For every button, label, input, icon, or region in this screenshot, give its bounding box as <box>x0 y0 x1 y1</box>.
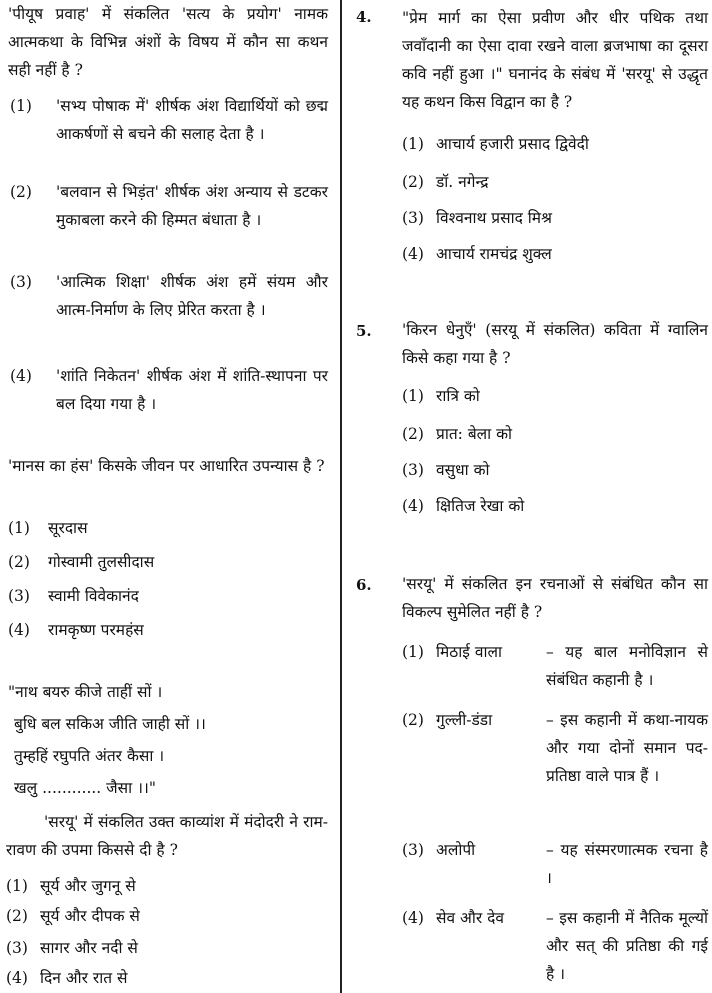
question-4-option-4[interactable]: (4) आचार्य रामचंद्र शुक्ल <box>402 245 552 263</box>
question-3-stem: 'पीयूष प्रवाह' में संकलित 'सत्य के प्रयोग' नामक आत्मकथा के विभिन्न अंशों के विषय में कौन सा कथन सही नहीं है ? <box>8 5 328 79</box>
question-4-option-3[interactable]: (3) विश्वनाथ प्रसाद मिश्र <box>402 209 553 227</box>
question-6-option-4[interactable]: (4) सेव और देव – इस कहानी में नैतिक मूल्यों और सत् की प्रतिष्ठा की गई है । <box>402 909 708 983</box>
question-3-option-2[interactable]: (2) 'बलवान से भिड़ंत' शीर्षक अंश अन्याय से डटकर मुकाबला करने की हिम्मत बंधाता है । <box>10 183 328 229</box>
question-3-option-3[interactable]: (3) 'आत्मिक शिक्षा' शीर्षक अंश हमें संयम और आत्म-निर्माण के लिए प्रेरित करता है । <box>10 273 328 319</box>
question-6-option-2[interactable]: (2) गुल्ली-डंडा – इस कहानी में कथा-नायक और गया दोनों समान पद-प्रतिष्ठा वाले पात्र हैं । <box>402 711 708 785</box>
verse-line-4: खलु ............ जैसा ।।" <box>14 779 156 797</box>
question-verse-option-3[interactable]: (3) सागर और नदी से <box>6 939 138 957</box>
question-6-number: 6. <box>356 576 372 594</box>
question-manas-option-1[interactable]: (1) सूरदास <box>8 519 88 537</box>
question-3-option-1[interactable]: (1) 'सभ्य पोषाक में' शीर्षक अंश विद्यार्थियों को छद्म आकर्षणों से बचने की सलाह देता है । <box>10 97 328 143</box>
question-verse-stem: 'सरयू' में संकलित उक्त काव्यांश में मंदोदरी ने राम-रावण की उपमा किससे दी है ? <box>6 813 328 859</box>
question-5-number: 5. <box>356 322 372 340</box>
question-6-stem: 'सरयू' में संकलित इन रचनाओं से संबंधित कौन सा विकल्प सुमेलित नहीं है ? <box>402 575 708 621</box>
question-6-option-1[interactable]: (1) मिठाई वाला – यह बाल मनोविज्ञान से संबंधित कहानी है । <box>402 643 708 689</box>
question-5-stem: 'किरन धेनुएँ' (सरयू में संकलित) कविता में ग्वालिन किसे कहा गया है ? <box>402 321 708 367</box>
question-verse-option-2[interactable]: (2) सूर्य और दीपक से <box>6 907 140 925</box>
question-manas-option-2[interactable]: (2) गोस्वामी तुलसीदास <box>8 553 155 571</box>
question-5-option-3[interactable]: (3) वसुधा को <box>402 461 490 479</box>
question-6-option-3[interactable]: (3) अलोपी – यह संस्मरणात्मक रचना है । <box>402 841 708 887</box>
question-5-option-2[interactable]: (2) प्रात: बेला को <box>402 425 513 443</box>
question-4-number: 4. <box>356 8 372 26</box>
verse-line-2: बुधि बल सकिअ जीति जाही सों ।। <box>14 715 206 733</box>
question-verse-option-1[interactable]: (1) सूर्य और जुगनू से <box>6 877 136 895</box>
question-3-option-4[interactable]: (4) 'शांति निकेतन' शीर्षक अंश में शांति-स्थापना पर बल दिया गया है । <box>10 367 328 413</box>
question-5-option-4[interactable]: (4) क्षितिज रेखा को <box>402 497 525 515</box>
question-verse-option-4[interactable]: (4) दिन और रात से <box>6 969 128 987</box>
question-4-stem: "प्रेम मार्ग का ऐसा प्रवीण और धीर पथिक तथा जवाँदानी का ऐसा दावा रखने वाला ब्रजभाषा का दूसरा कवि नहीं हुआ ।" घनानंद के संबंध में 'सरयू' से उद्धृत यह कथन किस विद्वान का है ? <box>402 9 708 111</box>
question-4-option-2[interactable]: (2) डॉ. नगेन्द्र <box>402 173 489 191</box>
verse-line-1: "नाथ बयरु कीजे ताहीं सों । <box>8 683 163 701</box>
question-manas-stem: 'मानस का हंस' किसके जीवन पर आधारित उपन्यास है ? <box>8 457 325 475</box>
verse-line-3: तुम्हहिं रघुपति अंतर कैसा । <box>14 747 165 765</box>
question-manas-option-3[interactable]: (3) स्वामी विवेकानंद <box>8 587 139 605</box>
question-4-option-1[interactable]: (1) आचार्य हजारी प्रसाद द्विवेदी <box>402 135 589 153</box>
column-divider <box>340 0 342 993</box>
question-5-option-1[interactable]: (1) रात्रि को <box>402 387 480 405</box>
question-manas-option-4[interactable]: (4) रामकृष्ण परमहंस <box>8 621 144 639</box>
